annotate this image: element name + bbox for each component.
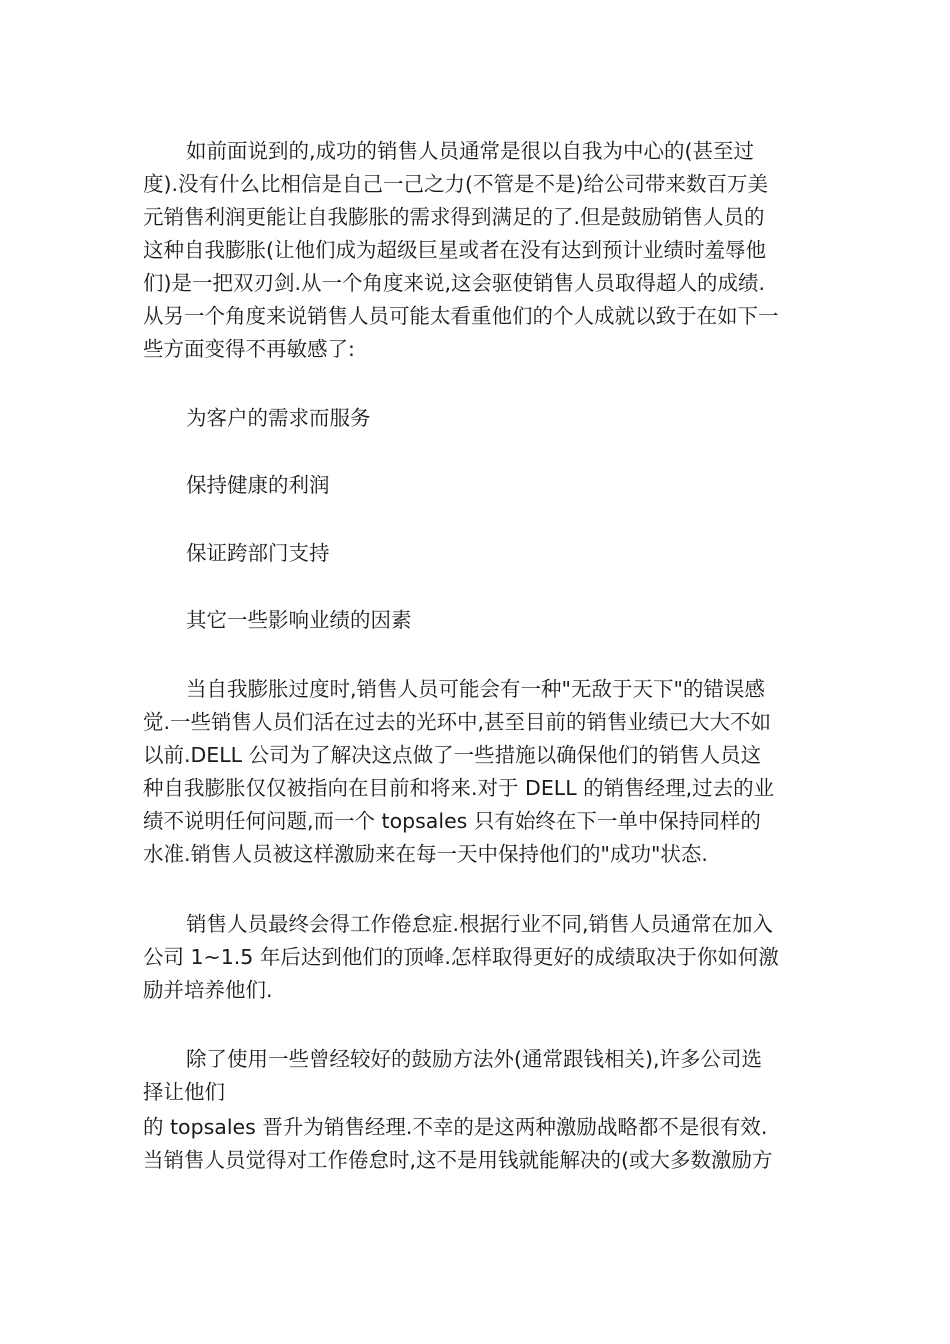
paragraph-3-line: 公司 1~1.5 年后达到他们的顶峰.怎样取得更好的成绩取决于你如何激 <box>143 945 779 969</box>
paragraph-1-line: 们)是一把双刃剑.从一个角度来说,这会驱使销售人员取得超人的成绩. <box>143 271 766 295</box>
paragraph-4-line: 除了使用一些曾经较好的鼓励方法外(通常跟钱相关),许多公司选 <box>186 1047 763 1071</box>
paragraph-1-line: 元销售利润更能让自我膨胀的需求得到满足的了.但是鼓励销售人员的 <box>143 205 765 229</box>
paragraph-4-line: 择让他们 <box>143 1080 225 1104</box>
list-item: 其它一些影响业绩的因素 <box>186 608 412 632</box>
paragraph-4-line: 的 topsales 晋升为销售经理.不幸的是这两种激励战略都不是很有效. <box>143 1115 768 1139</box>
paragraph-2-line: 以前.DELL 公司为了解决这点做了一些措施以确保他们的销售人员这 <box>143 743 762 767</box>
paragraph-1-line: 些方面变得不再敏感了: <box>143 337 355 361</box>
paragraph-2-line: 水准.销售人员被这样激励来在每一天中保持他们的"成功"状态. <box>143 842 708 866</box>
paragraph-1-line: 如前面说到的,成功的销售人员通常是很以自我为中心的(甚至过 <box>186 139 755 163</box>
paragraph-2-line: 觉.一些销售人员们活在过去的光环中,甚至目前的销售业绩已大大不如 <box>143 710 772 734</box>
list-item: 保持健康的利润 <box>186 473 330 497</box>
paragraph-3-line: 销售人员最终会得工作倦怠症.根据行业不同,销售人员通常在加入 <box>186 912 774 936</box>
list-item: 为客户的需求而服务 <box>186 406 371 430</box>
paragraph-1-line: 度).没有什么比相信是自己一己之力(不管是不是)给公司带来数百万美 <box>143 172 769 196</box>
paragraph-4-line: 当销售人员觉得对工作倦怠时,这不是用钱就能解决的(或大多数激励方 <box>143 1148 773 1172</box>
list-item: 保证跨部门支持 <box>186 541 330 565</box>
paragraph-1-line: 这种自我膨胀(让他们成为超级巨星或者在没有达到预计业绩时羞辱他 <box>143 238 766 262</box>
paragraph-1-line: 从另一个角度来说销售人员可能太看重他们的个人成就以致于在如下一 <box>143 304 779 328</box>
paragraph-2-line: 绩不说明任何问题,而一个 topsales 只有始终在下一单中保持同样的 <box>143 809 761 833</box>
paragraph-2-line: 种自我膨胀仅仅被指向在目前和将来.对于 DELL 的销售经理,过去的业 <box>143 776 775 800</box>
paragraph-3-line: 励并培养他们. <box>143 978 273 1002</box>
paragraph-2-line: 当自我膨胀过度时,销售人员可能会有一种"无敌于天下"的错误感 <box>186 677 765 701</box>
